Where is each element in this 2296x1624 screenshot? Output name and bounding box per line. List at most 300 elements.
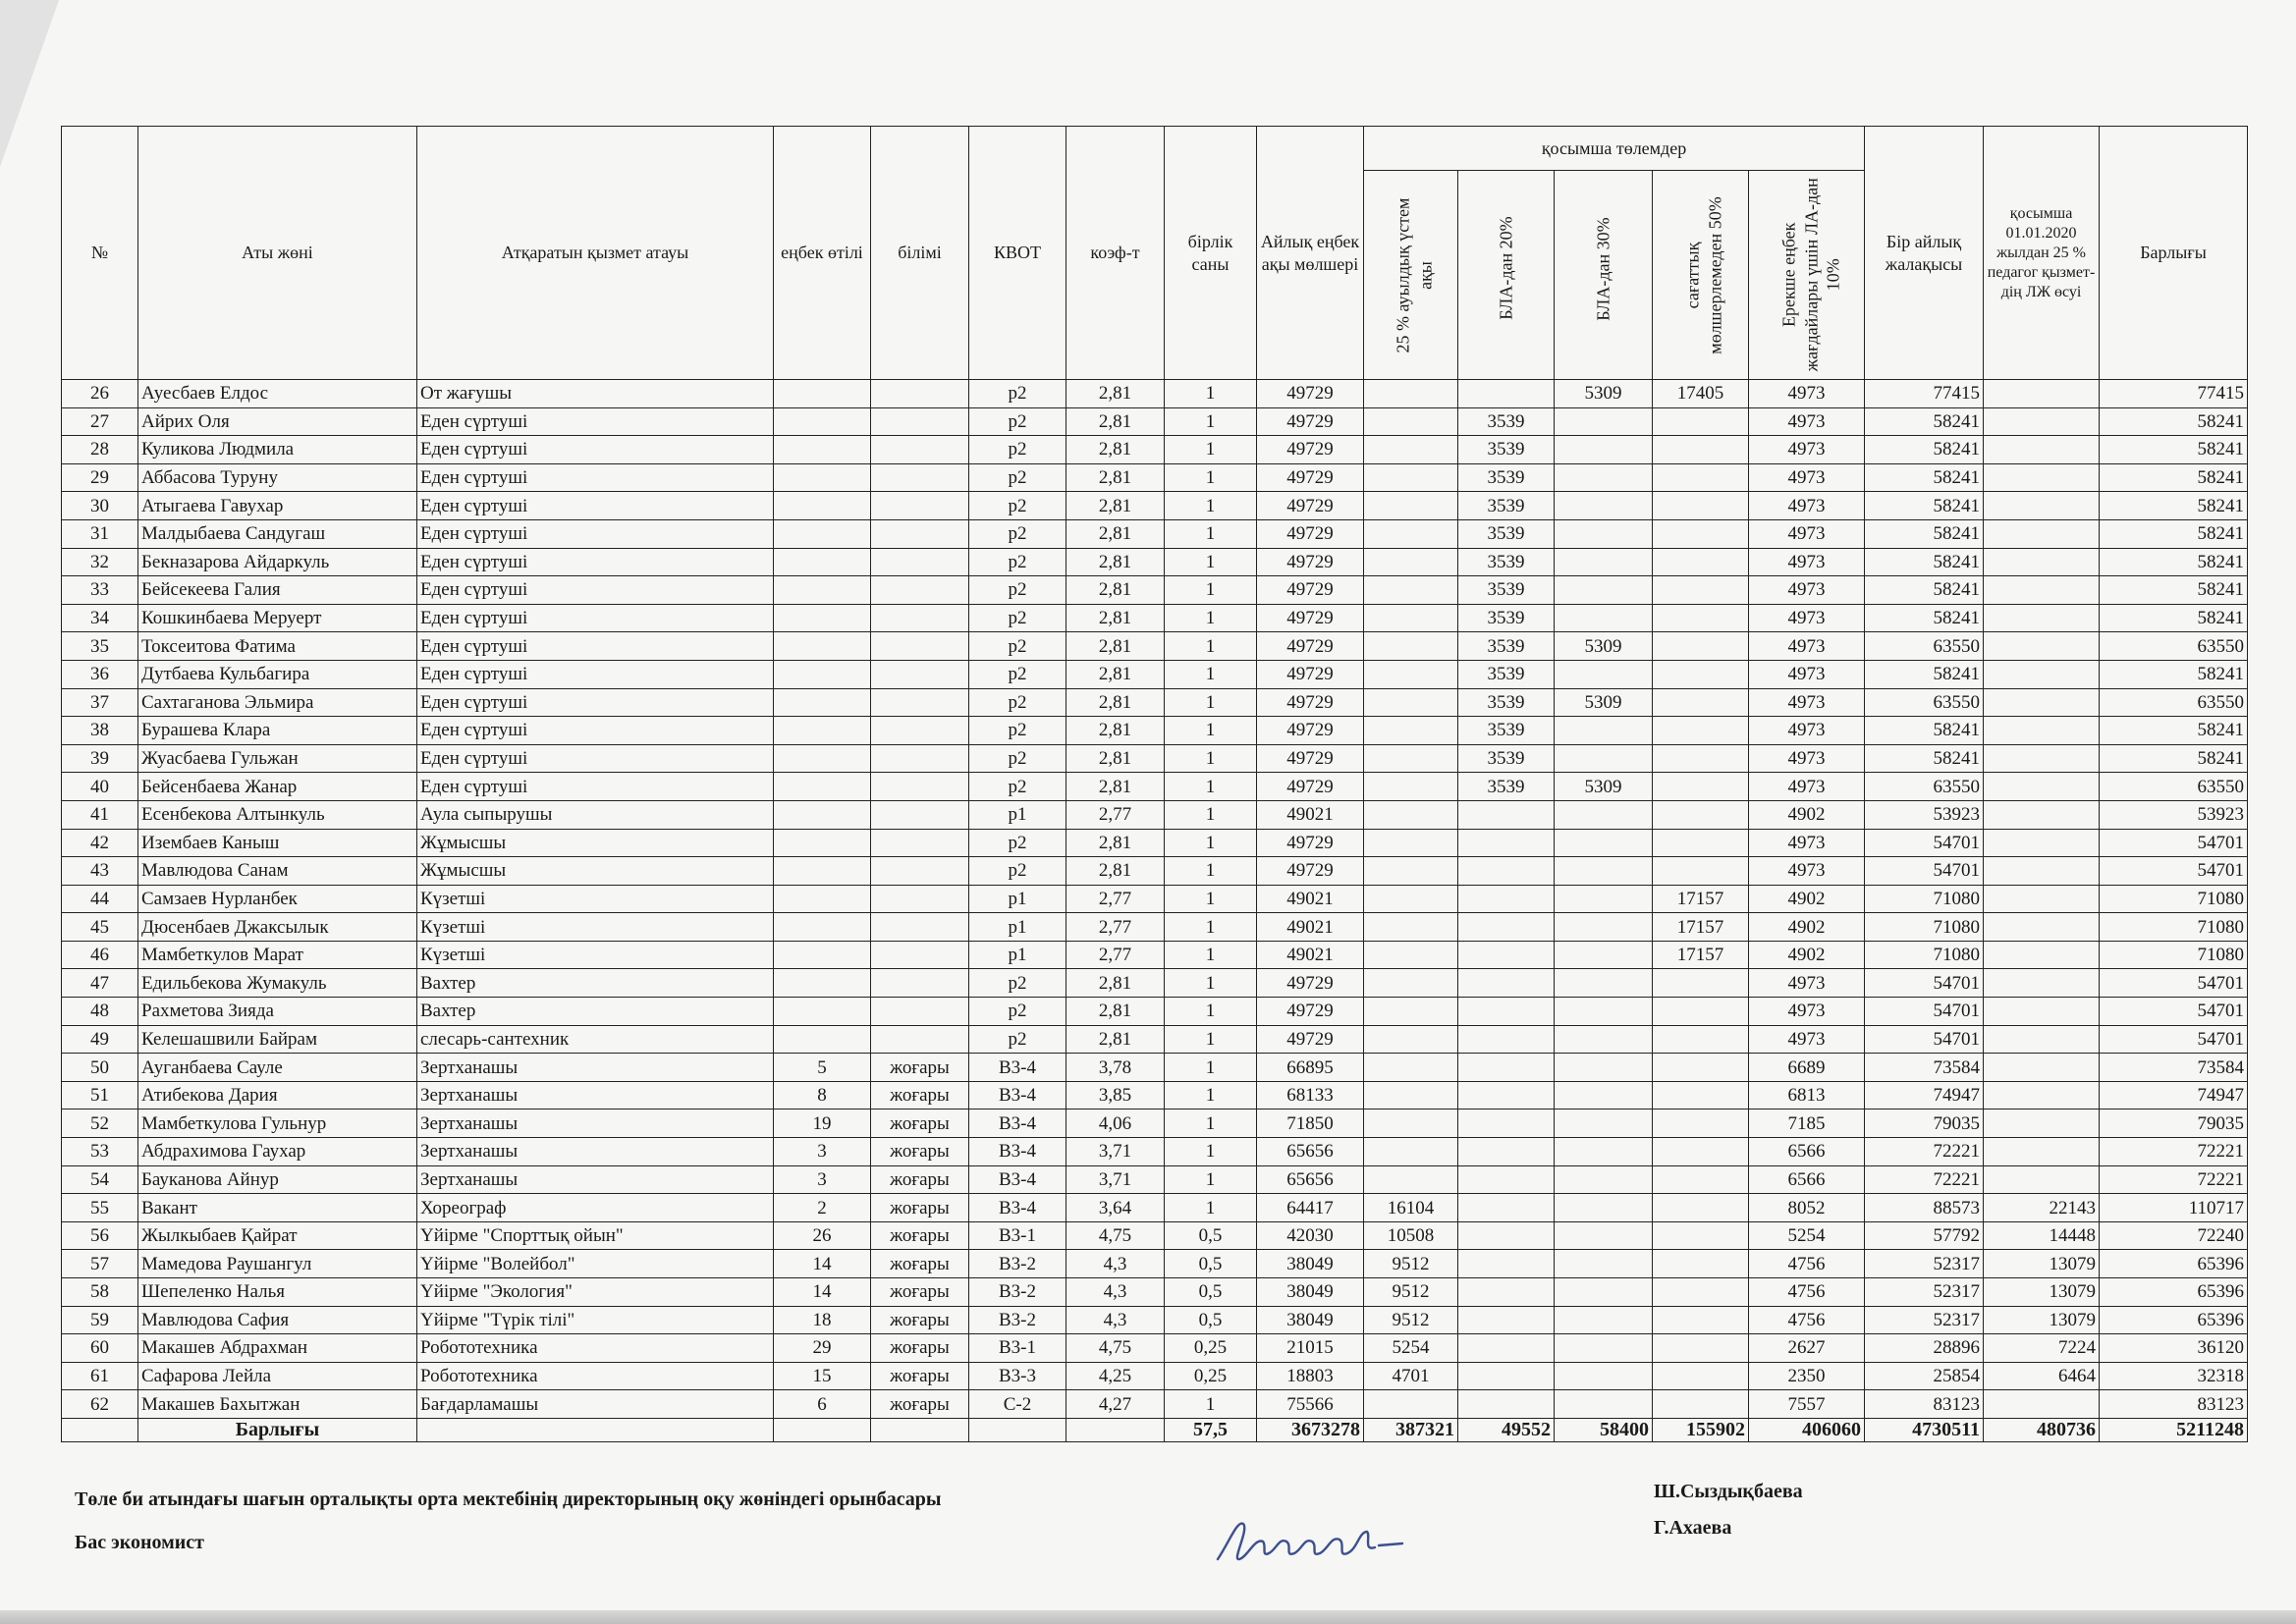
cell-salary: 72221 xyxy=(1865,1165,1984,1194)
cell-bla30 xyxy=(1555,857,1653,886)
cell-position: Еден сүртуші xyxy=(417,744,774,773)
cell-no: 55 xyxy=(62,1194,138,1222)
cell-salary: 58241 xyxy=(1865,436,1984,464)
cell-name: Жуасбаева Гульжан xyxy=(138,744,417,773)
cell-units: 1 xyxy=(1165,773,1257,801)
table-row xyxy=(62,1334,2248,1363)
cell-exp xyxy=(774,885,871,913)
cell-coef: 3,78 xyxy=(1066,1054,1165,1082)
cell-salary: 58241 xyxy=(1865,604,1984,632)
cell-bla20 xyxy=(1458,800,1555,829)
table-row xyxy=(62,1362,2248,1390)
table-row xyxy=(62,998,2248,1026)
cell-wage: 49729 xyxy=(1257,576,1364,605)
cell-kvot: В3-4 xyxy=(969,1138,1066,1166)
cell-bla30 xyxy=(1555,1278,1653,1307)
cell-bla20 xyxy=(1458,1334,1555,1363)
cell-exp xyxy=(774,492,871,520)
cell-hourly xyxy=(1653,800,1749,829)
cell-edu: жоғары xyxy=(871,1110,969,1138)
cell-rural xyxy=(1364,744,1458,773)
cell-bla20: 3539 xyxy=(1458,436,1555,464)
cell-name: Бейсенбаева Жанар xyxy=(138,773,417,801)
cell-rural: 5254 xyxy=(1364,1334,1458,1363)
cell-total: 83123 xyxy=(2100,1390,2248,1419)
cell-exp: 15 xyxy=(774,1362,871,1390)
cell-exp xyxy=(774,773,871,801)
cell-total: 110717 xyxy=(2100,1194,2248,1222)
cell-no: 50 xyxy=(62,1054,138,1082)
cell-bla30 xyxy=(1555,1025,1653,1054)
cell-position: Үйірме "Түрік тілі" xyxy=(417,1306,774,1334)
cell-bla20 xyxy=(1458,1110,1555,1138)
header-total: Барлығы xyxy=(2100,127,2248,380)
cell-special: 5254 xyxy=(1749,1221,1865,1250)
cell-kvot: р2 xyxy=(969,1025,1066,1054)
cell-edu xyxy=(871,380,969,408)
cell-coef: 4,3 xyxy=(1066,1306,1165,1334)
cell-total: 58241 xyxy=(2100,436,2248,464)
cell-edu: жоғары xyxy=(871,1390,969,1419)
cell-position: Хореограф xyxy=(417,1194,774,1222)
table-row xyxy=(62,857,2248,886)
cell-position: Зертханашы xyxy=(417,1081,774,1110)
cell-raise: 22143 xyxy=(1984,1194,2100,1222)
cell-total: 58241 xyxy=(2100,660,2248,688)
cell-special: 4973 xyxy=(1749,492,1865,520)
cell-position: От жағушы xyxy=(417,380,774,408)
cell-hourly xyxy=(1653,1110,1749,1138)
footer-name-deputy: Ш.Сыздықбаева xyxy=(1654,1481,1803,1502)
cell-edu xyxy=(871,744,969,773)
cell-total: 54701 xyxy=(2100,969,2248,998)
cell-edu xyxy=(871,688,969,717)
cell-name: Макашев Абдрахман xyxy=(138,1334,417,1363)
cell-rural xyxy=(1364,576,1458,605)
cell-total: 72240 xyxy=(2100,1221,2248,1250)
cell-salary: 58241 xyxy=(1865,576,1984,605)
cell-bla20 xyxy=(1458,941,1555,969)
header-hourly-rate xyxy=(1653,171,1749,380)
cell-name: Сахтаганова Эльмира xyxy=(138,688,417,717)
cell-wage: 49729 xyxy=(1257,604,1364,632)
cell-hourly xyxy=(1653,1306,1749,1334)
cell-special: 4973 xyxy=(1749,519,1865,548)
cell-units: 1 xyxy=(1165,492,1257,520)
table-row xyxy=(62,519,2248,548)
cell-no: 35 xyxy=(62,632,138,661)
cell-hourly xyxy=(1653,604,1749,632)
cell-bla30 xyxy=(1555,1138,1653,1166)
cell-name: Дюсенбаев Джаксылык xyxy=(138,913,417,942)
cell-exp xyxy=(774,800,871,829)
cell-wage: 49729 xyxy=(1257,717,1364,745)
cell-exp: 6 xyxy=(774,1390,871,1419)
cell-rural: 9512 xyxy=(1364,1250,1458,1278)
cell-name: Едильбекова Жумакуль xyxy=(138,969,417,998)
cell-total: 72221 xyxy=(2100,1138,2248,1166)
totals-label: Барлығы xyxy=(138,1418,417,1441)
cell-edu: жоғары xyxy=(871,1334,969,1363)
cell-total: 77415 xyxy=(2100,380,2248,408)
cell-special: 4973 xyxy=(1749,632,1865,661)
table-row xyxy=(62,380,2248,408)
cell-edu: жоғары xyxy=(871,1278,969,1307)
table-row xyxy=(62,548,2248,576)
cell-special: 8052 xyxy=(1749,1194,1865,1222)
cell-kvot: В3-4 xyxy=(969,1194,1066,1222)
cell-no: 30 xyxy=(62,492,138,520)
cell-hourly xyxy=(1653,463,1749,492)
cell-name: Ауесбаев Елдос xyxy=(138,380,417,408)
cell-kvot: В3-4 xyxy=(969,1165,1066,1194)
cell-special: 4973 xyxy=(1749,773,1865,801)
cell-name: Айрих Оля xyxy=(138,407,417,436)
cell-edu xyxy=(871,660,969,688)
table-row xyxy=(62,800,2248,829)
cell-raise xyxy=(1984,519,2100,548)
cell-name: Бурашева Клара xyxy=(138,717,417,745)
cell-bla20 xyxy=(1458,1025,1555,1054)
cell-salary: 54701 xyxy=(1865,829,1984,857)
cell-name: Мамедова Раушангул xyxy=(138,1250,417,1278)
cell-kvot: р2 xyxy=(969,576,1066,605)
cell-no: 49 xyxy=(62,1025,138,1054)
cell-edu xyxy=(871,913,969,942)
table-row xyxy=(62,773,2248,801)
cell-position: Робототехника xyxy=(417,1362,774,1390)
cell-bla30 xyxy=(1555,1334,1653,1363)
cell-position: Бағдарламашы xyxy=(417,1390,774,1419)
header-experience: еңбек өтілі xyxy=(774,127,871,380)
totals-hourly: 155902 xyxy=(1653,1418,1749,1441)
cell-units: 1 xyxy=(1165,519,1257,548)
cell-salary: 71080 xyxy=(1865,885,1984,913)
cell-total: 53923 xyxy=(2100,800,2248,829)
cell-salary: 63550 xyxy=(1865,688,1984,717)
cell-units: 1 xyxy=(1165,941,1257,969)
cell-bla20 xyxy=(1458,913,1555,942)
cell-rural xyxy=(1364,688,1458,717)
cell-exp: 3 xyxy=(774,1165,871,1194)
cell-kvot: р2 xyxy=(969,829,1066,857)
cell-wage: 66895 xyxy=(1257,1054,1364,1082)
cell-salary: 52317 xyxy=(1865,1250,1984,1278)
cell-salary: 63550 xyxy=(1865,632,1984,661)
cell-bla20 xyxy=(1458,1250,1555,1278)
cell-edu xyxy=(871,1025,969,1054)
cell-coef: 3,71 xyxy=(1066,1165,1165,1194)
cell-rural: 9512 xyxy=(1364,1278,1458,1307)
totals-empty xyxy=(417,1418,774,1441)
table-row xyxy=(62,1165,2248,1194)
cell-total: 54701 xyxy=(2100,829,2248,857)
cell-bla30 xyxy=(1555,436,1653,464)
cell-wage: 49729 xyxy=(1257,519,1364,548)
cell-name: Изембаев Каныш xyxy=(138,829,417,857)
cell-no: 42 xyxy=(62,829,138,857)
cell-edu xyxy=(871,492,969,520)
cell-hourly xyxy=(1653,829,1749,857)
table-row xyxy=(62,1306,2248,1334)
cell-special: 4902 xyxy=(1749,885,1865,913)
table-row xyxy=(62,941,2248,969)
cell-hourly xyxy=(1653,1194,1749,1222)
cell-hourly: 17157 xyxy=(1653,941,1749,969)
cell-edu xyxy=(871,829,969,857)
cell-exp xyxy=(774,688,871,717)
cell-exp: 14 xyxy=(774,1250,871,1278)
cell-bla30 xyxy=(1555,660,1653,688)
cell-special: 4902 xyxy=(1749,913,1865,942)
cell-bla30 xyxy=(1555,1362,1653,1390)
cell-rural: 4701 xyxy=(1364,1362,1458,1390)
cell-position: Зертханашы xyxy=(417,1138,774,1166)
table-row xyxy=(62,1390,2248,1419)
cell-name: Абдрахимова Гаухар xyxy=(138,1138,417,1166)
table-row xyxy=(62,1081,2248,1110)
cell-bla30 xyxy=(1555,941,1653,969)
cell-exp xyxy=(774,660,871,688)
cell-bla30 xyxy=(1555,519,1653,548)
cell-kvot: В3-2 xyxy=(969,1306,1066,1334)
cell-special: 4973 xyxy=(1749,576,1865,605)
cell-total: 54701 xyxy=(2100,857,2248,886)
cell-total: 58241 xyxy=(2100,604,2248,632)
table-row xyxy=(62,660,2248,688)
cell-total: 54701 xyxy=(2100,1025,2248,1054)
cell-raise xyxy=(1984,436,2100,464)
totals-empty xyxy=(1066,1418,1165,1441)
cell-raise xyxy=(1984,688,2100,717)
totals-bla20: 49552 xyxy=(1458,1418,1555,1441)
cell-edu xyxy=(871,717,969,745)
cell-coef: 2,81 xyxy=(1066,998,1165,1026)
cell-wage: 49729 xyxy=(1257,660,1364,688)
header-bla-30-text: БЛА-дан 30% xyxy=(1593,217,1613,321)
cell-position: Жұмысшы xyxy=(417,857,774,886)
cell-raise: 14448 xyxy=(1984,1221,2100,1250)
cell-special: 4973 xyxy=(1749,604,1865,632)
cell-wage: 49729 xyxy=(1257,407,1364,436)
cell-hourly xyxy=(1653,1390,1749,1419)
cell-hourly xyxy=(1653,1165,1749,1194)
cell-bla30: 5309 xyxy=(1555,688,1653,717)
cell-wage: 49729 xyxy=(1257,492,1364,520)
cell-bla30 xyxy=(1555,1221,1653,1250)
cell-rural xyxy=(1364,436,1458,464)
cell-wage: 42030 xyxy=(1257,1221,1364,1250)
cell-position: Вахтер xyxy=(417,998,774,1026)
cell-hourly: 17157 xyxy=(1653,885,1749,913)
cell-raise: 13079 xyxy=(1984,1278,2100,1307)
cell-units: 1 xyxy=(1165,1025,1257,1054)
header-coef: коэф-т xyxy=(1066,127,1165,380)
cell-hourly xyxy=(1653,857,1749,886)
cell-wage: 38049 xyxy=(1257,1306,1364,1334)
cell-rural xyxy=(1364,1025,1458,1054)
cell-wage: 71850 xyxy=(1257,1110,1364,1138)
cell-special: 4973 xyxy=(1749,744,1865,773)
cell-total: 58241 xyxy=(2100,463,2248,492)
cell-edu xyxy=(871,604,969,632)
cell-edu: жоғары xyxy=(871,1221,969,1250)
cell-no: 52 xyxy=(62,1110,138,1138)
cell-no: 39 xyxy=(62,744,138,773)
cell-salary: 54701 xyxy=(1865,1025,1984,1054)
cell-units: 1 xyxy=(1165,1110,1257,1138)
header-education: білімі xyxy=(871,127,969,380)
cell-position: Жұмысшы xyxy=(417,829,774,857)
cell-total: 58241 xyxy=(2100,548,2248,576)
cell-kvot: В3-2 xyxy=(969,1278,1066,1307)
cell-exp xyxy=(774,380,871,408)
cell-raise xyxy=(1984,604,2100,632)
cell-kvot: р2 xyxy=(969,548,1066,576)
cell-no: 36 xyxy=(62,660,138,688)
cell-kvot: В3-2 xyxy=(969,1250,1066,1278)
cell-raise xyxy=(1984,407,2100,436)
cell-special: 4973 xyxy=(1749,407,1865,436)
cell-name: Самзаев Нурланбек xyxy=(138,885,417,913)
cell-hourly xyxy=(1653,717,1749,745)
table-row xyxy=(62,717,2248,745)
cell-coef: 2,81 xyxy=(1066,380,1165,408)
cell-name: Шепеленко Налья xyxy=(138,1278,417,1307)
cell-exp xyxy=(774,1025,871,1054)
header-additional-payments: қосымша төлемдер xyxy=(1364,127,1865,171)
cell-salary: 58241 xyxy=(1865,660,1984,688)
totals-units: 57,5 xyxy=(1165,1418,1257,1441)
totals-wage: 3673278 xyxy=(1257,1418,1364,1441)
cell-special: 4973 xyxy=(1749,998,1865,1026)
cell-name: Дутбаева Кульбагира xyxy=(138,660,417,688)
cell-coef: 4,06 xyxy=(1066,1110,1165,1138)
cell-kvot: р2 xyxy=(969,717,1066,745)
table-row xyxy=(62,463,2248,492)
cell-position: Еден сүртуші xyxy=(417,660,774,688)
cell-coef: 2,81 xyxy=(1066,576,1165,605)
cell-exp xyxy=(774,632,871,661)
cell-raise xyxy=(1984,548,2100,576)
cell-name: Малдыбаева Сандугаш xyxy=(138,519,417,548)
cell-exp xyxy=(774,604,871,632)
cell-no: 43 xyxy=(62,857,138,886)
table-row xyxy=(62,1278,2248,1307)
cell-raise xyxy=(1984,773,2100,801)
cell-bla30: 5309 xyxy=(1555,380,1653,408)
cell-coef: 2,81 xyxy=(1066,519,1165,548)
cell-name: Аббасова Туруну xyxy=(138,463,417,492)
cell-bla20 xyxy=(1458,1278,1555,1307)
cell-total: 32318 xyxy=(2100,1362,2248,1390)
cell-units: 1 xyxy=(1165,800,1257,829)
cell-bla20 xyxy=(1458,1390,1555,1419)
cell-exp xyxy=(774,744,871,773)
cell-salary: 54701 xyxy=(1865,857,1984,886)
cell-no: 45 xyxy=(62,913,138,942)
cell-name: Келешашвили Байрам xyxy=(138,1025,417,1054)
cell-rural xyxy=(1364,1110,1458,1138)
cell-hourly xyxy=(1653,1025,1749,1054)
cell-coef: 2,81 xyxy=(1066,548,1165,576)
cell-position: Еден сүртуші xyxy=(417,717,774,745)
cell-name: Есенбекова Алтынкуль xyxy=(138,800,417,829)
cell-rural xyxy=(1364,857,1458,886)
cell-bla20: 3539 xyxy=(1458,604,1555,632)
cell-name: Рахметова Зияда xyxy=(138,998,417,1026)
header-name: Аты жөні xyxy=(138,127,417,380)
totals-empty-no xyxy=(62,1418,138,1441)
cell-position: Күзетші xyxy=(417,885,774,913)
cell-edu: жоғары xyxy=(871,1362,969,1390)
cell-bla30 xyxy=(1555,969,1653,998)
cell-special: 4756 xyxy=(1749,1278,1865,1307)
cell-raise xyxy=(1984,885,2100,913)
cell-kvot: С-2 xyxy=(969,1390,1066,1419)
header-kvot: КВОТ xyxy=(969,127,1066,380)
cell-no: 29 xyxy=(62,463,138,492)
cell-rural: 16104 xyxy=(1364,1194,1458,1222)
cell-rural xyxy=(1364,604,1458,632)
cell-bla20: 3539 xyxy=(1458,548,1555,576)
cell-hourly xyxy=(1653,1054,1749,1082)
cell-position: Еден сүртуші xyxy=(417,436,774,464)
cell-hourly xyxy=(1653,1221,1749,1250)
cell-coef: 2,77 xyxy=(1066,885,1165,913)
cell-coef: 2,81 xyxy=(1066,829,1165,857)
cell-kvot: В3-4 xyxy=(969,1081,1066,1110)
cell-total: 74947 xyxy=(2100,1081,2248,1110)
cell-rural xyxy=(1364,773,1458,801)
cell-wage: 49729 xyxy=(1257,969,1364,998)
cell-name: Бекназарова Айдаркуль xyxy=(138,548,417,576)
cell-kvot: р2 xyxy=(969,463,1066,492)
cell-salary: 74947 xyxy=(1865,1081,1984,1110)
cell-no: 53 xyxy=(62,1138,138,1166)
cell-units: 1 xyxy=(1165,969,1257,998)
cell-wage: 49729 xyxy=(1257,829,1364,857)
cell-coef: 2,81 xyxy=(1066,463,1165,492)
cell-special: 6813 xyxy=(1749,1081,1865,1110)
cell-raise xyxy=(1984,1138,2100,1166)
cell-no: 62 xyxy=(62,1390,138,1419)
header-rural-allowance xyxy=(1364,171,1458,380)
cell-rural xyxy=(1364,632,1458,661)
cell-rural xyxy=(1364,380,1458,408)
cell-name: Атибекова Дария xyxy=(138,1081,417,1110)
cell-coef: 2,81 xyxy=(1066,492,1165,520)
footer-name-economist: Г.Ахаева xyxy=(1654,1517,1732,1539)
cell-coef: 2,81 xyxy=(1066,717,1165,745)
cell-edu xyxy=(871,576,969,605)
cell-salary: 79035 xyxy=(1865,1110,1984,1138)
cell-rural xyxy=(1364,463,1458,492)
cell-wage: 49729 xyxy=(1257,773,1364,801)
cell-no: 34 xyxy=(62,604,138,632)
table-row xyxy=(62,688,2248,717)
cell-exp xyxy=(774,941,871,969)
cell-rural xyxy=(1364,1081,1458,1110)
cell-salary: 83123 xyxy=(1865,1390,1984,1419)
cell-bla20 xyxy=(1458,1221,1555,1250)
cell-edu: жоғары xyxy=(871,1250,969,1278)
cell-bla20 xyxy=(1458,857,1555,886)
cell-bla30 xyxy=(1555,998,1653,1026)
cell-bla20 xyxy=(1458,829,1555,857)
cell-special: 4973 xyxy=(1749,380,1865,408)
cell-wage: 68133 xyxy=(1257,1081,1364,1110)
